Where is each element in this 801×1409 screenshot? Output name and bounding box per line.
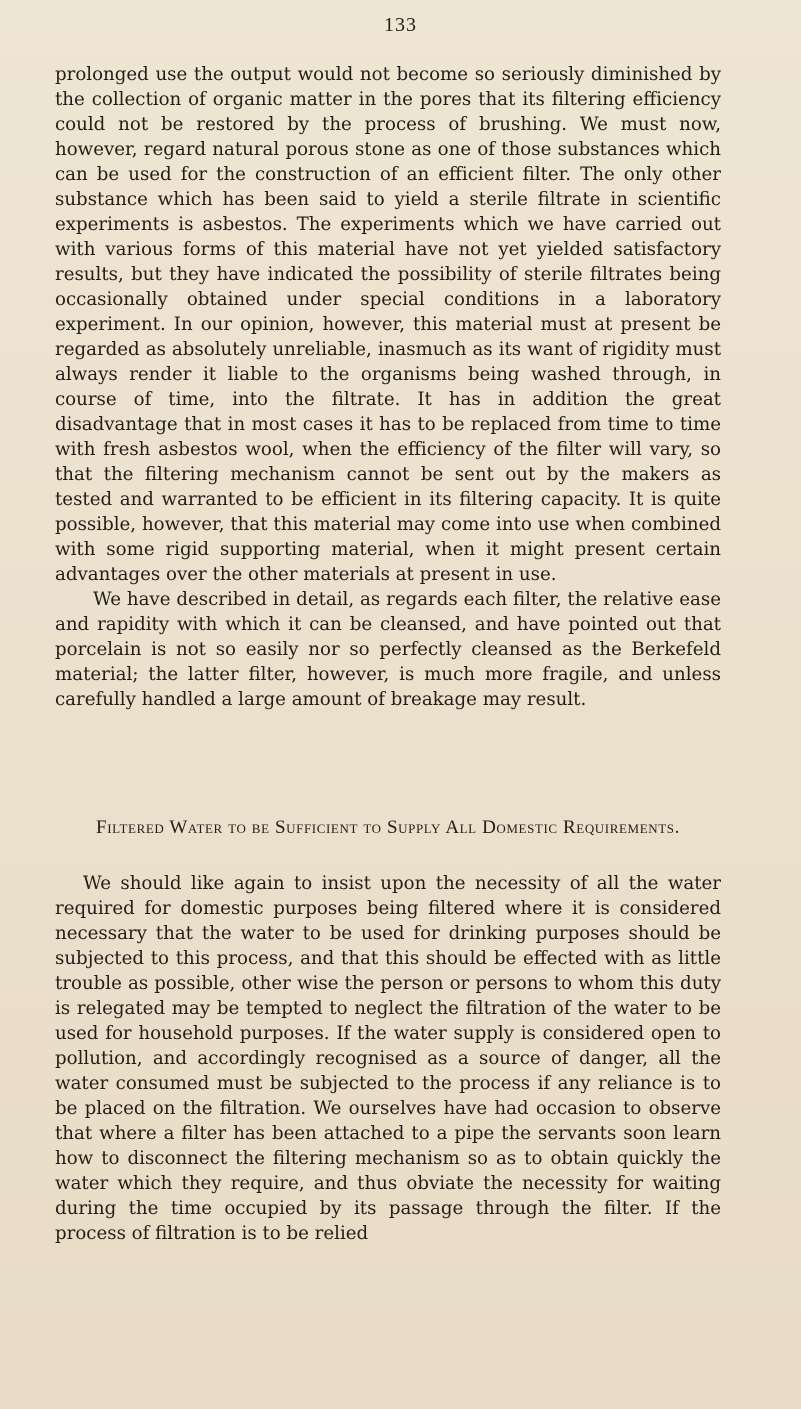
paragraph-domestic-filtration: We should like again to insist upon the necessity of all the water required for domestic purposes being filtered where it is considered necessary that the water to be used for drinking purposes should be subjected to this process, and that this should be effected with as little trouble as possible, other wise the person or persons to whom this duty is relegated may be tempted to neglect the filtration of the water to be used for household purposes. If the water supply is considered open to pollution, and accordingly recognised as a source of danger, all the water consumed must be subjected to the process if any reliance is to be placed on the filtration. We ourselves have had occasion to observe that where a filter has been attached to a pipe the servants soon learn how to disconnect the filtering mechanism so as to obtain quickly the water which they require, and thus obviate the necessity for waiting during the time occupied by its passage through the filter. If the process of filtration is to be relied [55, 873, 721, 1244]
paragraph-asbestos: prolonged use the output would not become so seriously diminished by the collection of organic matter in the pores that its filtering efficiency could not be restored by the process of brushing. We must now, however, regard natural porous stone as one of those substances which can be used for the construction of an efficient filter. The only other substance which has been said to yield a sterile filtrate in scientific experiments is asbestos. The experiments which we have carried out with various forms of this material have not yet yielded satisfactory results, but they have indicated the possibility of sterile filtrates being occasionally obtained under special conditions in a laboratory experiment. In our opinion, however, this material must at present be regarded as absolutely unreliable, inasmuch as its want of rigidity must always render it liable to the organisms being washed through, in course of time, into the filtrate. It has in addition the great disadvantage that in most cases it has to be replaced from time to time with fresh asbestos wool, when the efficiency of the filter will vary, so that the filtering mechanism cannot be sent out by the makers as tested and warranted to be efficient in its filtering capacity. It is quite possible, however, that this material may come into use when combined with some rigid supporting material, when it might present certain advantages over the other materials at present in use. [55, 64, 721, 585]
page-number: 133 [384, 14, 417, 36]
section-heading: Filtered Water to be Sufficient to Supply All Domestic Requirements. [96, 817, 680, 838]
text-block-top [55, 62, 721, 712]
paragraph-cleansing: We have described in detail, as regards each filter, the relative ease and rapidity with which it can be cleansed, and have pointed out that porcelain is not so easily nor so perfectly cleansed as the Berkefeld material; the latter filter, however, is much more fragile, and unless carefully handled a large amount of breakage may result. [55, 589, 721, 710]
text-block-bottom [55, 871, 721, 1246]
